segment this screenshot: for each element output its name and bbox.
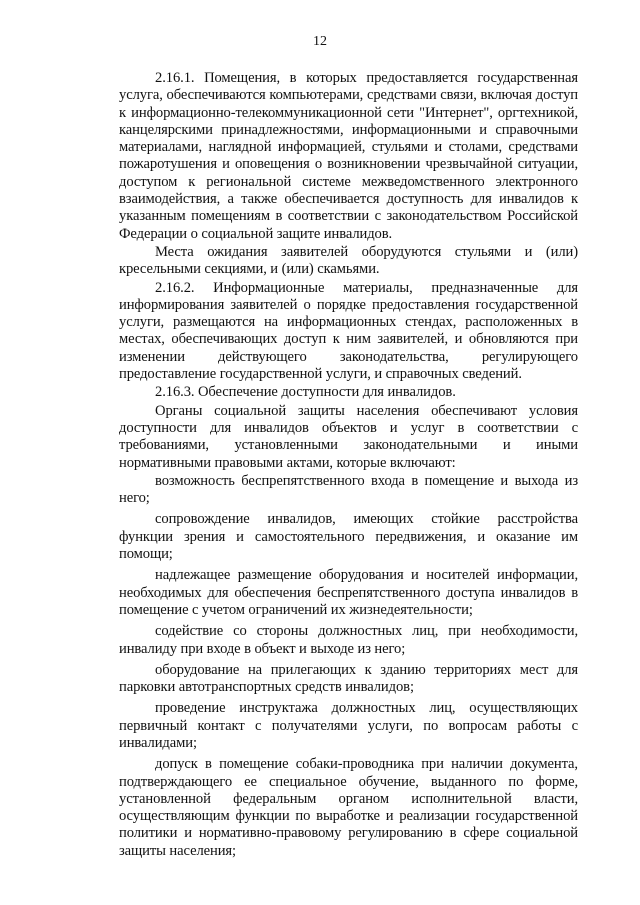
- list-item: допуск в помещение собаки-проводника при наличии документа, подтверждающего ее специальное обучение, выданного по форме, установленной федеральным органом исполнительной власти, осуществляющим функции по выработке и реализации государственной политики и нормативно-правовому регулированию в сфере социальной защиты населения;: [119, 756, 578, 859]
- paragraph-2-16-1: 2.16.1. Помещения, в которых предоставляется государственная услуга, обеспечиваются компьютерами, средствами связи, включая доступ к информационно-телекоммуникационной сети "Интернет", оргтехникой, канцелярскими принадлежностями, информационными и справочными материалами, наглядной информацией, стульями и столами, средствами пожаротушения и оповещения о возникновении чрезвычайной ситуации, доступом к региональной системе межведомственного электронного взаимодействия, а также обеспечивается доступность для инвалидов к указанным помещениям в соответствии с законодательством Российской Федерации о социальной защите инвалидов.: [119, 70, 578, 242]
- paragraph-2-16-2: 2.16.2. Информационные материалы, предназначенные для информирования заявителей о порядке предоставления государственной услуги, размещаются на информационных стендах, расположенных в местах, обеспечивающих доступ к ним заявителей, и обновляются при изменении действующего законодательства, регулирующего предоставление государственной услуги, и справочных сведений.: [119, 279, 578, 383]
- list-item: надлежащее размещение оборудования и носителей информации, необходимых для обеспечения беспрепятственного доступа инвалидов в помещение с учетом ограничений их жизнедеятельности;: [119, 567, 578, 618]
- list-item: возможность беспрепятственного входа в помещение и выхода из него;: [119, 472, 578, 507]
- paragraph-accessibility-intro: Органы социальной защиты населения обеспечивают условия доступности для инвалидов объектов и услуг в соответствии с требованиями, установленными законодательными и иными нормативными правовыми актами, которые включают:: [119, 402, 578, 471]
- list-item: содействие со стороны должностных лиц, при необходимости, инвалиду при входе в объект и выходе из него;: [119, 623, 578, 657]
- page-number: 12: [313, 34, 327, 49]
- list-item: проведение инструктажа должностных лиц, осуществляющих первичный контакт с получателями услуги, по вопросам работы с инвалидами;: [119, 700, 578, 751]
- list-item: сопровождение инвалидов, имеющих стойкие расстройства функции зрения и самостоятельного передвижения, и оказание им помощи;: [119, 511, 578, 563]
- list-item: оборудование на прилегающих к зданию территориях мест для парковки автотранспортных средств инвалидов;: [119, 661, 578, 696]
- paragraph-2-16-3: 2.16.3. Обеспечение доступности для инвалидов.: [155, 384, 456, 401]
- paragraph-waiting-areas: Места ожидания заявителей оборудуются стульями и (или) кресельными секциями, и (или) скамьями.: [119, 243, 578, 278]
- document-body: [119, 70, 578, 864]
